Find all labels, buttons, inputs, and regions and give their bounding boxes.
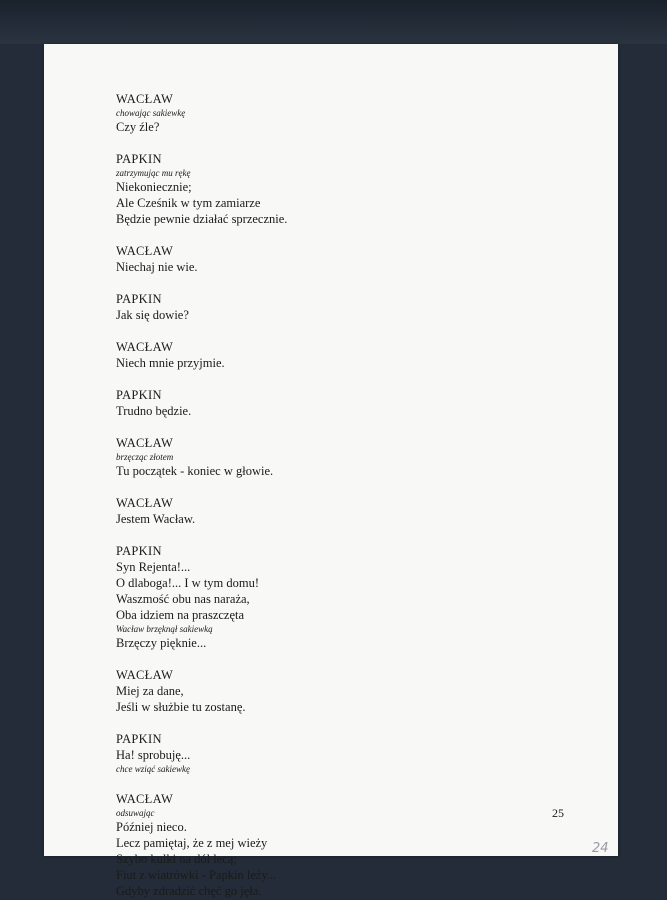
- speaker-name: WACŁAW: [116, 340, 174, 354]
- verse-line: Niechaj nie wie.: [116, 260, 198, 274]
- dialogue-block: [116, 388, 536, 419]
- verse-line: Szybo kulki na dół lecą;: [116, 852, 237, 866]
- verse-line: Będzie pewnie działać sprzecznie.: [116, 212, 288, 226]
- block-gap: [116, 775, 536, 792]
- verse-line: Lecz pamiętaj, że z mej wieży: [116, 836, 268, 850]
- speaker-name: PAPKIN: [116, 152, 162, 166]
- verse-line: O dlaboga!... I w tym domu!: [116, 576, 260, 590]
- stage-direction: brzęcząc złotem: [116, 452, 174, 462]
- speaker-name: WACŁAW: [116, 792, 174, 806]
- verse-line: Później nieco.: [116, 820, 187, 834]
- stage-direction: odsuwając: [116, 808, 155, 818]
- verse-line: Jak się dowie?: [116, 308, 189, 322]
- verse-line: Ale Cześnik w tym zamiarze: [116, 196, 261, 210]
- verse-line: Miej za dane,: [116, 684, 184, 698]
- verse-line: Niekoniecznie;: [116, 180, 192, 194]
- block-gap: [116, 275, 536, 292]
- dialogue-block: [116, 244, 536, 275]
- verse-line: Jestem Wacław.: [116, 512, 196, 526]
- dialogue-block: [116, 544, 536, 651]
- scan-background: [0, 0, 667, 44]
- dialogue-block: [116, 340, 536, 371]
- block-gap: [116, 715, 536, 732]
- dialogue-block: [116, 292, 536, 323]
- page-number: 25: [552, 806, 564, 820]
- dialogue-text: [116, 92, 536, 899]
- verse-line: Ha! sprobuję...: [116, 748, 191, 762]
- speaker-name: WACŁAW: [116, 668, 174, 682]
- block-gap: [116, 479, 536, 496]
- speaker-name: WACŁAW: [116, 436, 174, 450]
- verse-line: Niech mnie przyjmie.: [116, 356, 225, 370]
- dialogue-block: [116, 152, 536, 227]
- speaker-name: WACŁAW: [116, 244, 174, 258]
- block-gap: [116, 135, 536, 152]
- stage-direction: chce wziąć sakiewkę: [116, 764, 190, 774]
- block-gap: [116, 227, 536, 244]
- dialogue-block: [116, 496, 536, 527]
- stage-direction: chowając sakiewkę: [116, 108, 186, 118]
- stage-direction: Wacław brzęknął sakiewką: [116, 624, 213, 634]
- block-gap: [116, 651, 536, 668]
- verse-line: Gdyby zdradzić chęć go jęła.: [116, 884, 262, 898]
- dialogue-block: [116, 436, 536, 479]
- speaker-name: PAPKIN: [116, 388, 162, 402]
- block-gap: [116, 419, 536, 436]
- verse-line: Syn Rejenta!...: [116, 560, 191, 574]
- speaker-name: PAPKIN: [116, 544, 162, 558]
- speaker-name: PAPKIN: [116, 732, 162, 746]
- dialogue-block: [116, 668, 536, 715]
- speaker-name: PAPKIN: [116, 292, 162, 306]
- block-gap: [116, 323, 536, 340]
- verse-line: Trudno będzie.: [116, 404, 192, 418]
- handwritten-page-mark: 24: [592, 841, 609, 856]
- verse-line: Fiut z wiatrówki - Papkin leży...: [116, 868, 277, 882]
- verse-line: Waszmość obu nas naraża,: [116, 592, 250, 606]
- verse-line: Czy źle?: [116, 120, 160, 134]
- block-gap: [116, 371, 536, 388]
- dialogue-block: [116, 792, 536, 899]
- speaker-name: WACŁAW: [116, 92, 174, 106]
- verse-line: Brzęczy pięknie...: [116, 636, 207, 650]
- document-page: [44, 44, 618, 898]
- dialogue-block: [116, 732, 536, 775]
- dialogue-block: [116, 92, 536, 135]
- verse-line: Tu początek - koniec w głowie.: [116, 464, 274, 478]
- stage-direction: zatrzymując mu rękę: [116, 168, 191, 178]
- verse-line: Jeśli w służbie tu zostanę.: [116, 700, 246, 714]
- block-gap: [116, 527, 536, 544]
- speaker-name: WACŁAW: [116, 496, 174, 510]
- verse-line: Oba idziem na praszczęta: [116, 608, 245, 622]
